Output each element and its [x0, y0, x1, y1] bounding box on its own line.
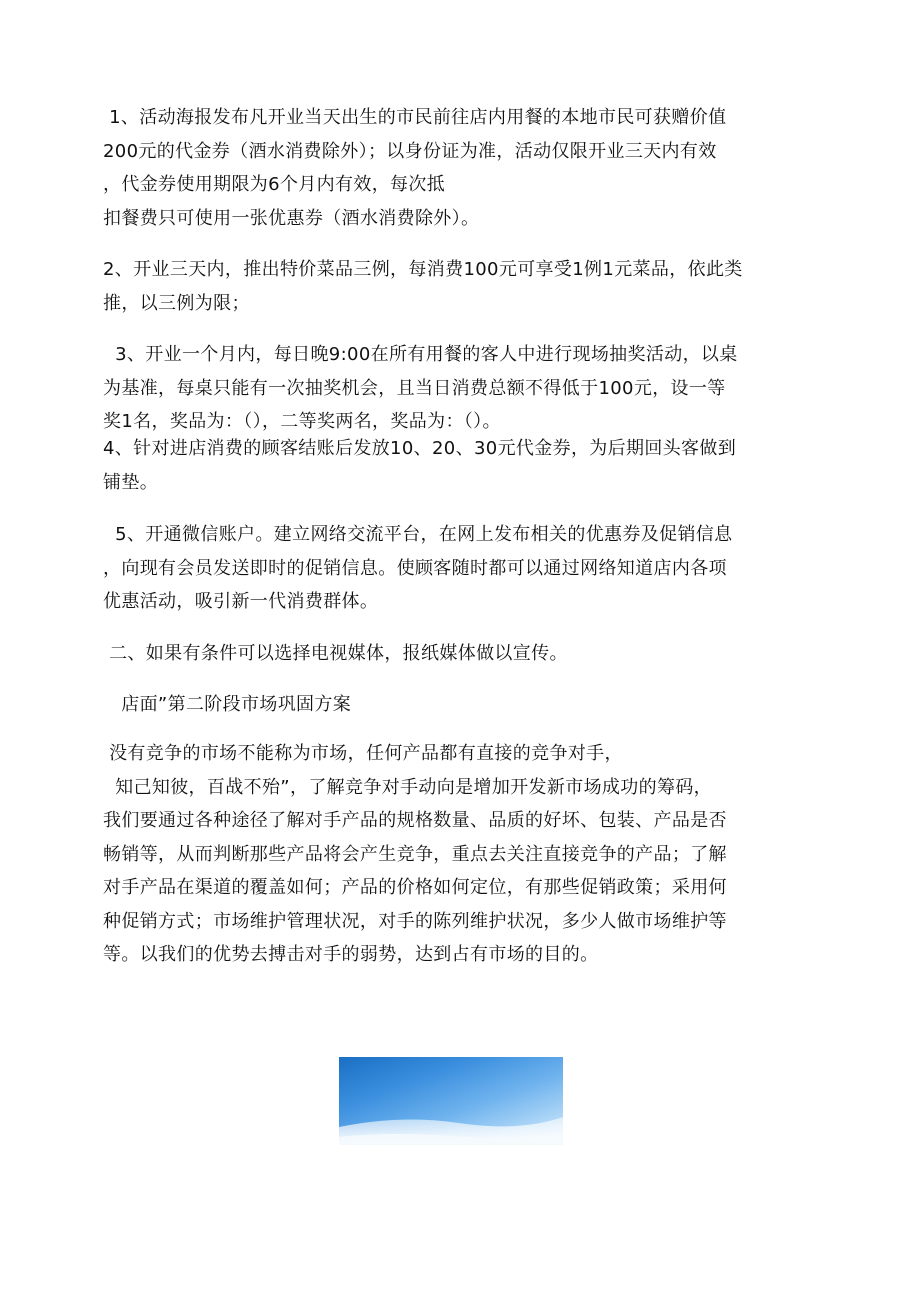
- text-line: 种促销方式；市场维护管理状况，对手的陈列维护状况，多少人做市场维护等: [103, 910, 727, 932]
- text-line: 等。以我们的优势去搏击对手的弱势，达到占有市场的目的。: [103, 944, 599, 965]
- text-line: 为基准，每桌只能有一次抽奖机会，且当日消费总额不得低于100元，设一等: [103, 377, 726, 399]
- paragraph-special-dishes: [103, 253, 803, 320]
- text-line: 畅销等，从而判断那些产品将会产生竞争，重点去关注直接竞争的产品；了解: [103, 843, 727, 865]
- text-line: 3、开业一个月内，每日晚9:00在所有用餐的客人中进行现场抽奖活动，以桌: [103, 344, 738, 365]
- text-line: 铺垫。: [103, 471, 159, 493]
- paragraph-vouchers: [103, 432, 803, 499]
- section-heading: [103, 688, 803, 722]
- text-line: ，代金券使用期限为6个月内有效，每次抵: [103, 174, 446, 195]
- text-line: 对手产品在渠道的覆盖如何；产品的价格如何定位，有那些促销政策；采用何: [103, 877, 727, 898]
- text-line: 优惠活动，吸引新一代消费群体。: [103, 591, 379, 612]
- text-line: 奖1名，奖品为：（），二等奖两名，奖品为：（）。: [103, 411, 501, 432]
- text-line: 店面”第二阶段市场巩固方案: [103, 694, 352, 715]
- text-line: 知己知彼，百战不殆”，了解竞争对手动向是增加开发新市场成功的筹码，: [103, 776, 713, 798]
- text-line: 扣餐费只可使用一张优惠券（酒水消费除外）。: [103, 207, 480, 229]
- paragraph-promo-poster: [103, 101, 803, 235]
- text-line: 1、活动海报发布凡开业当天出生的市民前往店内用餐的本地市民可获赠价值: [103, 107, 727, 128]
- text-line: 没有竞争的市场不能称为市场，任何产品都有直接的竞争对手，: [103, 743, 623, 764]
- paragraph-competition: [103, 737, 803, 972]
- text-line: 200元的代金券（酒水消费除外）；以身份证为准，活动仅限开业三天内有效: [103, 140, 717, 162]
- sky-image-graphic: [339, 1057, 563, 1145]
- text-line: 我们要通过各种途径了解对手产品的规格数量、品质的好坏、包装、产品是否: [103, 810, 727, 831]
- paragraph-media: [103, 637, 803, 671]
- text-line: 2、开业三天内，推出特价菜品三例，每消费100元可享受1例1元菜品，依此类: [103, 259, 743, 280]
- text-line: 4、针对进店消费的顾客结账后发放10、20、30元代金券，为后期回头客做到: [103, 438, 737, 459]
- text-line: 推，以三例为限；: [103, 292, 250, 314]
- text-line: 二、如果有条件可以选择电视媒体，报纸媒体做以宣传。: [103, 643, 568, 664]
- paragraph-wechat: [103, 518, 803, 619]
- paragraph-lottery: [103, 338, 803, 439]
- text-line: 5、开通微信账户。建立网络交流平台，在网上发布相关的优惠券及促销信息: [103, 524, 733, 545]
- sky-image: [339, 1057, 563, 1145]
- text-line: ，向现有会员发送即时的促销信息。使顾客随时都可以通过网络知道店内各项: [103, 557, 727, 579]
